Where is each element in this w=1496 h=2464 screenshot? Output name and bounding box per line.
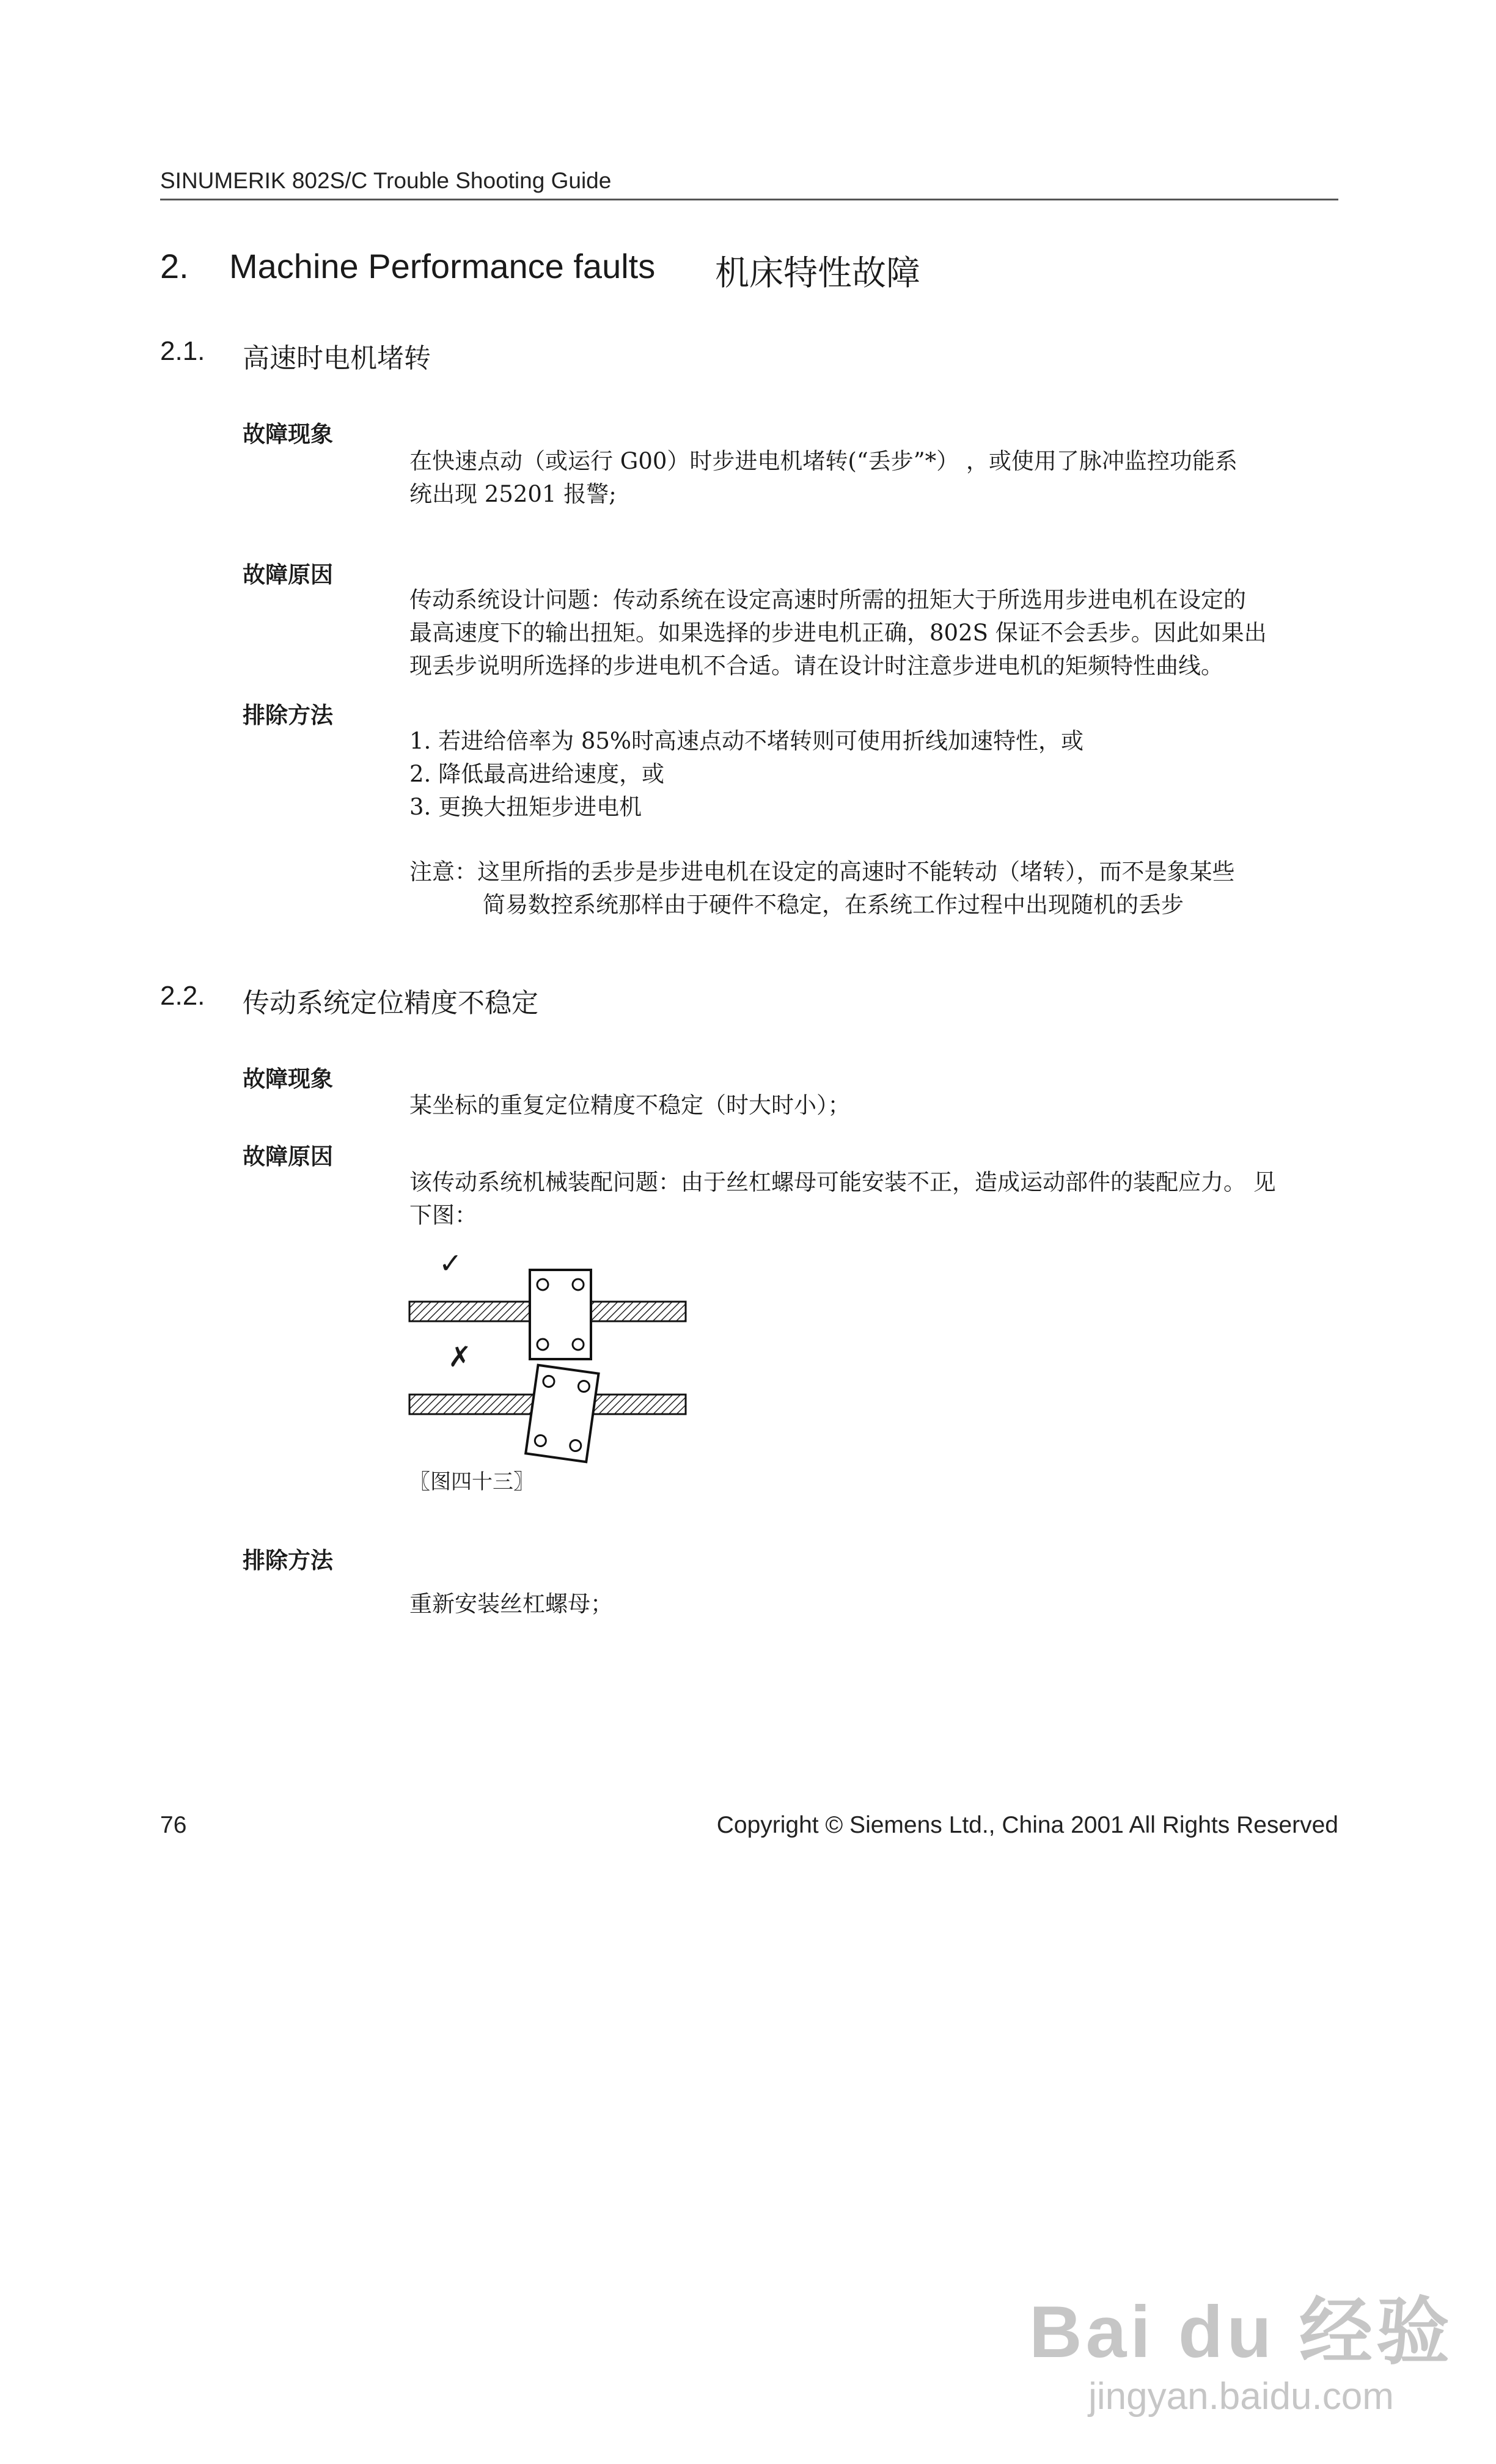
symptom-text [409, 445, 1338, 511]
text-line: 统出现 25201 报警; [409, 481, 617, 507]
section-title: 高速时电机堵转 [243, 343, 431, 373]
header-rule [160, 199, 1338, 200]
bolt-hole [573, 1339, 584, 1350]
fix-list [409, 725, 1084, 824]
nut-wrong [526, 1365, 598, 1462]
symptom-label: 故障现象 [243, 422, 333, 447]
symptom-text: 某坐标的重复定位精度不稳定（时大时小）； [409, 1092, 851, 1118]
watermark [1029, 2273, 1453, 2418]
bolt-hole [537, 1339, 548, 1350]
chapter-number: 2. [160, 247, 189, 285]
section-title: 传动系统定位精度不稳定 [243, 988, 538, 1018]
fix-text: 重新安装丝杠螺母； [409, 1591, 613, 1617]
chapter-title-cn: 机床特性故障 [715, 254, 920, 292]
note-line: 注意：这里所指的丢步是步进电机在设定的高速时不能转动（堵转），而不是象某些 [409, 859, 1235, 885]
symptom-label: 故障现象 [243, 1066, 333, 1091]
watermark-logo: Bai du 经验 [1028, 2291, 1453, 2373]
text-line: 最高速度下的输出扭矩。如果选择的步进电机正确，802S 保证不会丢步。因此如果出 [409, 620, 1267, 646]
cause-label: 故障原因 [243, 562, 333, 587]
note [409, 856, 1338, 922]
list-item: 1. 若进给倍率为 85%时高速点动不堵转则可使用折线加速特性，或 [409, 728, 1084, 754]
text-line: 在快速点动（或运行 G00）时步进电机堵转(“丢步”*） ，或使用了脉冲监控功能系 [409, 448, 1238, 474]
watermark-url: jingyan.baidu.com [1088, 2375, 1394, 2418]
cause-text [409, 1166, 1338, 1232]
page-number: 76 [160, 1812, 187, 1838]
cause-text [409, 584, 1338, 683]
list-item: 3. 更换大扭矩步进电机 [409, 794, 642, 820]
chapter-title-en: Machine Performance faults [229, 247, 656, 285]
correct-check-mark: ✓ [439, 1247, 463, 1279]
cause-label: 故障原因 [243, 1144, 333, 1169]
fix-label: 排除方法 [243, 703, 333, 728]
text-line: 传动系统设计问题：传动系统在设定高速时所需的扭矩大于所选用步进电机在设定的 [409, 587, 1246, 613]
text-line: 现丢步说明所选择的步进电机不合适。请在设计时注意步进电机的矩频特性曲线。 [409, 653, 1223, 679]
bolt-hole [537, 1279, 548, 1290]
list-item: 2. 降低最高进给速度，或 [409, 761, 665, 787]
figure-caption: 〖图四十三〗 [409, 1470, 534, 1494]
wrong-cross-mark: ✗ [448, 1341, 472, 1373]
text-line: 该传动系统机械装配问题：由于丝杠螺母可能安装不正，造成运动部件的装配应力。 见 [409, 1169, 1276, 1195]
running-header: SINUMERIK 802S/C Trouble Shooting Guide [160, 168, 612, 193]
text-line: 下图： [409, 1202, 477, 1228]
bolt-hole [573, 1279, 584, 1290]
note-line: 简易数控系统那样由于硬件不稳定，在系统工作过程中出现随机的丢步 [483, 892, 1184, 918]
copyright: Copyright © Siemens Ltd., China 2001 All Rights Reserved [716, 1812, 1338, 1838]
fix-label: 排除方法 [243, 1548, 333, 1573]
section-number: 2.1. [160, 336, 205, 366]
section-number: 2.2. [160, 981, 205, 1011]
leadscrew-nut-figure [403, 1259, 697, 1479]
